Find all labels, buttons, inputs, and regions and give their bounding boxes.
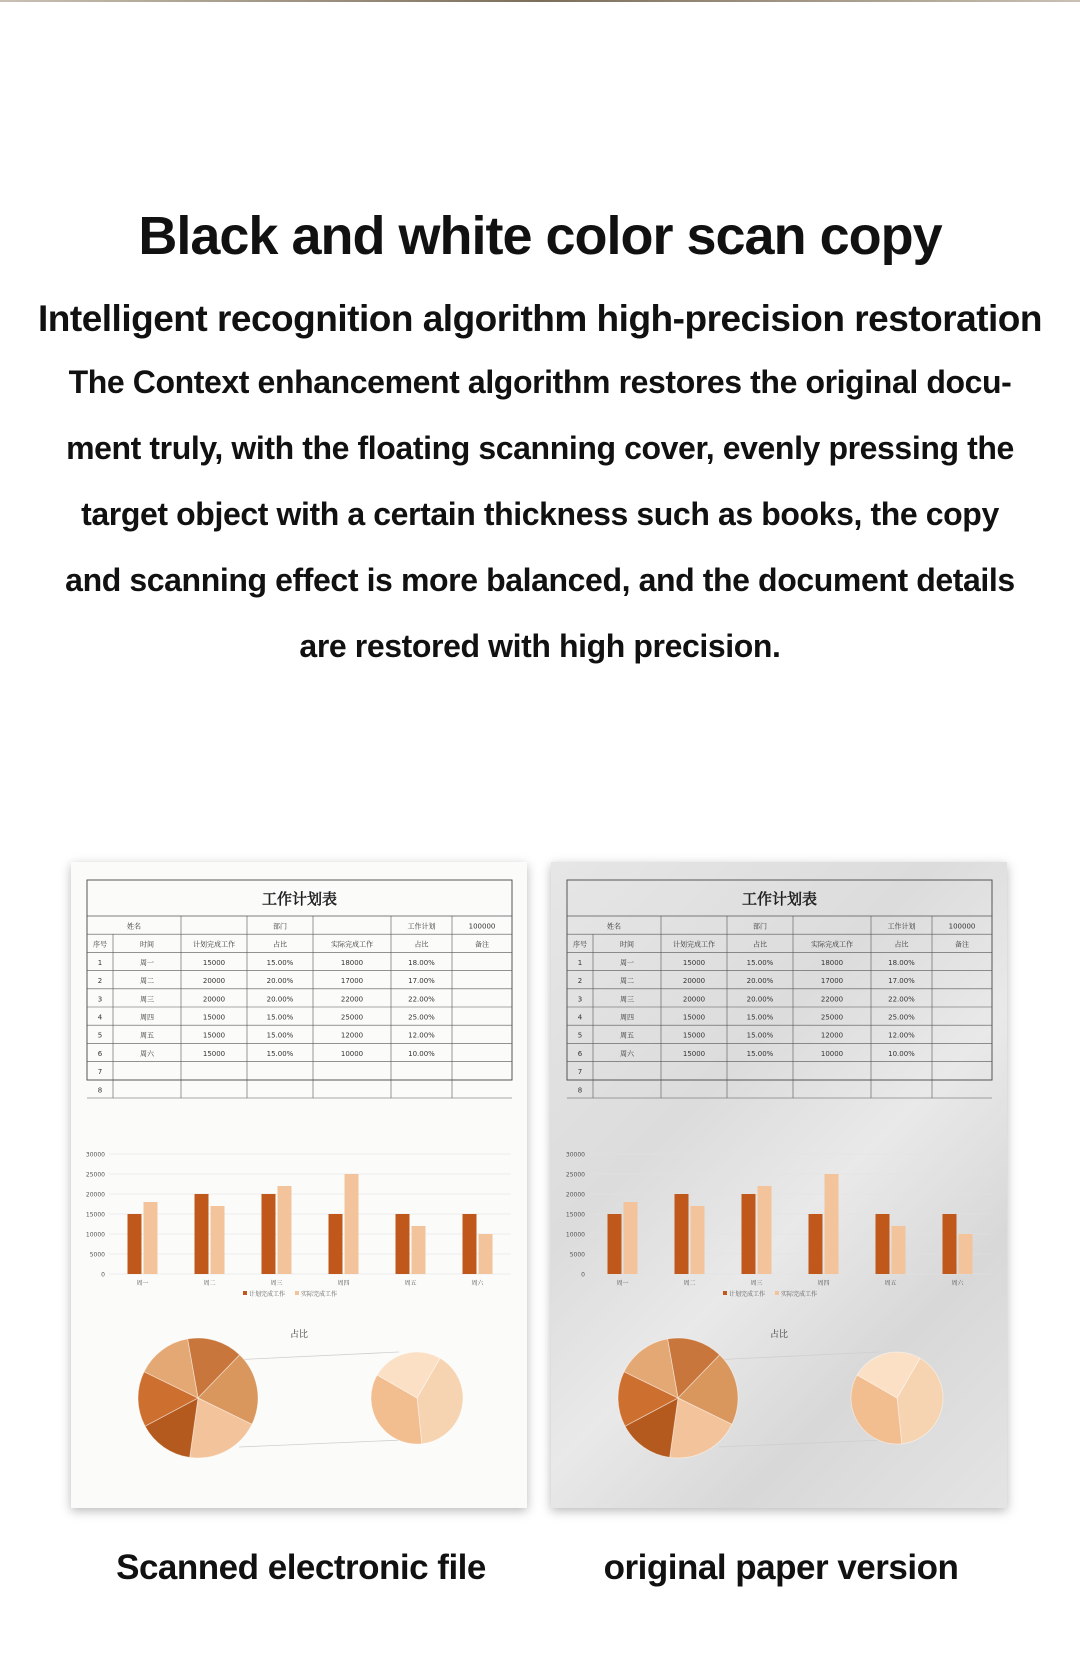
table-header-cell: 计划完成工作 [673,940,715,949]
table-cell: 15000 [682,1013,706,1022]
table-cell: 22.00% [408,995,435,1004]
chart-y-tick: 0 [581,1271,585,1279]
table-header-cell: 实际完成工作 [331,940,373,949]
table-cell: 2 [97,977,103,986]
table-cell: 1 [97,958,103,967]
table-header-cell: 时间 [140,940,154,949]
table-header-cell: 序号 [93,940,107,949]
chart-y-tick: 0 [101,1271,105,1279]
table-cell: 10000 [340,1049,364,1058]
table-header-cell: 占比 [894,940,909,949]
table-cell: 15.00% [266,1049,294,1058]
table-cell: 10000 [820,1049,844,1058]
table-header-cell: 备注 [475,940,489,949]
table-cell: 22000 [340,995,364,1004]
table-cell: 7 [577,1068,583,1077]
table-cell: 2 [577,977,583,986]
legend-label: 计划完成工作 [729,1291,766,1298]
table-cell: 周五 [620,1031,634,1040]
table-cell: 15000 [682,1031,706,1040]
chart-x-tick: 周一 [616,1280,629,1287]
table-cell: 20.00% [266,995,294,1004]
chart-bar [742,1194,756,1274]
table-cell: 20000 [682,977,706,986]
chart-y-tick: 5000 [89,1251,105,1259]
legend-label: 实际完成工作 [781,1291,818,1298]
pie-connector [711,1352,879,1360]
table-cell: 周四 [620,1013,634,1022]
table-cell: 15.00% [266,1013,294,1022]
chart-x-tick: 周五 [404,1280,417,1287]
table-header-cell: 时间 [620,940,634,949]
pie-connector [239,1440,403,1447]
table-header-cell: 计划完成工作 [193,940,235,949]
chart-y-tick: 20000 [85,1191,105,1199]
table-meta-cell: 100000 [468,922,496,931]
table-cell: 18.00% [408,958,435,967]
chart-y-tick: 15000 [85,1211,105,1219]
table-cell: 25000 [820,1013,844,1022]
chart-x-tick: 周五 [884,1280,897,1287]
table-title: 工作计划表 [741,890,818,908]
table-cell: 18.00% [888,958,915,967]
table-title: 工作计划表 [261,890,338,908]
page-subtitle: Intelligent recognition algorithm high-precision restoration [38,298,1042,339]
page-title: Black and white color scan copy [138,206,942,266]
chart-x-tick: 周二 [203,1280,216,1287]
pie-title: 占比 [289,1330,309,1340]
table-cell: 20.00% [266,977,294,986]
table-cell: 25000 [340,1013,364,1022]
chart-bar [624,1202,638,1274]
chart-bar [195,1194,209,1274]
table-cell: 20.00% [746,995,774,1004]
table-cell: 22000 [820,995,844,1004]
table-meta-cell: 姓名 [607,922,621,931]
table-meta-cell: 部门 [753,922,767,931]
chart-bar [892,1226,906,1274]
chart-bar [959,1234,973,1274]
table-cell: 15.00% [746,958,774,967]
table-cell: 3 [97,995,103,1004]
table-cell: 18000 [820,958,844,967]
chart-x-tick: 周六 [951,1280,964,1287]
chart-bar [943,1214,957,1274]
chart-y-tick: 25000 [565,1171,585,1179]
table-cell: 周六 [620,1049,634,1058]
caption-paper: original paper version [603,1548,959,1587]
table-cell: 周二 [140,977,154,986]
table-header-cell: 序号 [573,940,587,949]
table-header-cell: 占比 [753,940,767,949]
chart-x-tick: 周四 [817,1280,830,1287]
paper-document-render [551,862,1007,1508]
table-cell: 周三 [620,995,634,1004]
table-cell: 8 [577,1086,583,1095]
table-meta-cell: 工作计划 [407,922,436,931]
paper-document-card [551,862,1007,1508]
chart-bar [345,1174,359,1274]
table-cell: 8 [97,1086,103,1095]
table-meta-cell: 姓名 [127,922,141,931]
table-cell: 5 [577,1031,583,1040]
table-cell: 周三 [140,995,154,1004]
chart-bar [329,1214,343,1274]
chart-y-tick: 30000 [565,1151,585,1159]
chart-y-tick: 10000 [565,1231,585,1239]
table-cell: 15000 [202,1013,226,1022]
legend-swatch [775,1291,779,1295]
table-cell: 15000 [202,958,226,967]
table-cell: 18000 [340,958,364,967]
chart-y-tick: 30000 [85,1151,105,1159]
table-cell: 周一 [620,958,634,967]
legend-label: 计划完成工作 [249,1291,286,1298]
description-line-2: ment truly, with the floating scanning cover, evenly pressing the [66,430,1014,466]
table-header-cell: 实际完成工作 [811,940,853,949]
table-cell: 22.00% [888,995,915,1004]
legend-swatch [723,1291,727,1295]
chart-bar [479,1234,493,1274]
table-cell: 4 [577,1013,583,1022]
chart-bar [278,1186,292,1274]
table-cell: 周四 [140,1013,154,1022]
table-cell: 15.00% [746,1013,774,1022]
table-cell: 5 [97,1031,103,1040]
table-cell: 20.00% [746,977,774,986]
table-cell: 周六 [140,1049,154,1058]
chart-bar [144,1202,158,1274]
table-header-cell: 占比 [273,940,287,949]
table-header-cell: 占比 [414,940,429,949]
table-cell: 25.00% [408,1013,435,1022]
chart-x-tick: 周四 [337,1280,350,1287]
legend-label: 实际完成工作 [301,1291,338,1298]
table-cell: 10.00% [408,1049,435,1058]
table-cell: 15.00% [266,958,294,967]
chart-y-tick: 20000 [565,1191,585,1199]
table-cell: 7 [97,1068,103,1077]
table-cell: 12000 [820,1031,844,1040]
table-cell: 12000 [340,1031,364,1040]
pie-title: 占比 [769,1330,789,1340]
table-cell: 12.00% [888,1031,915,1040]
chart-bar [675,1194,689,1274]
chart-x-tick: 周二 [683,1280,696,1287]
chart-x-tick: 周六 [471,1280,484,1287]
caption-scanned: Scanned electronic file [116,1548,486,1587]
table-cell: 15000 [202,1049,226,1058]
chart-bar [809,1214,823,1274]
chart-bar [608,1214,622,1274]
table-cell: 17.00% [888,977,915,986]
scanned-document-render [71,862,527,1508]
table-cell: 17000 [340,977,364,986]
chart-bar [758,1186,772,1274]
chart-bar [128,1214,142,1274]
table-cell: 1 [577,958,583,967]
table-cell: 12.00% [408,1031,435,1040]
chart-bar [876,1214,890,1274]
table-cell: 周一 [140,958,154,967]
pie-connector [231,1352,399,1360]
table-cell: 15.00% [746,1031,774,1040]
legend-swatch [295,1291,299,1295]
table-cell: 15.00% [266,1031,294,1040]
table-cell: 25.00% [888,1013,915,1022]
table-cell: 17000 [820,977,844,986]
table-cell: 4 [97,1013,103,1022]
table-meta-cell: 100000 [948,922,976,931]
chart-y-tick: 5000 [569,1251,585,1259]
chart-bar [825,1174,839,1274]
table-header-cell: 备注 [955,940,969,949]
table-cell: 周五 [140,1031,154,1040]
description-line-3: target object with a certain thickness such as books, the copy [81,496,999,532]
chart-bar [262,1194,276,1274]
chart-bar [691,1206,705,1274]
chart-y-tick: 10000 [85,1231,105,1239]
chart-x-tick: 周一 [136,1280,149,1287]
chart-y-tick: 15000 [565,1211,585,1219]
table-cell: 15000 [202,1031,226,1040]
table-cell: 10.00% [888,1049,915,1058]
table-cell: 17.00% [408,977,435,986]
table-cell: 20000 [202,995,226,1004]
chart-bar [463,1214,477,1274]
chart-bar [211,1206,225,1274]
table-cell: 周二 [620,977,634,986]
description-line-5: are restored with high precision. [299,628,781,664]
chart-x-tick: 周三 [750,1280,763,1287]
table-cell: 15000 [682,1049,706,1058]
pie-connector [719,1440,883,1447]
table-meta-cell: 工作计划 [887,922,916,931]
table-cell: 6 [577,1049,583,1058]
chart-x-tick: 周三 [270,1280,283,1287]
table-meta-cell: 部门 [273,922,287,931]
table-cell: 15.00% [746,1049,774,1058]
table-cell: 15000 [682,958,706,967]
table-cell: 20000 [202,977,226,986]
legend-swatch [243,1291,247,1295]
scanned-document-card [71,862,527,1508]
top-divider [0,0,1080,2]
chart-y-tick: 25000 [85,1171,105,1179]
chart-bar [396,1214,410,1274]
table-cell: 3 [577,995,583,1004]
description-line-4: and scanning effect is more balanced, and the document details [65,562,1015,598]
description-line-1: The Context enhancement algorithm restores the original docu- [68,364,1012,400]
table-cell: 20000 [682,995,706,1004]
chart-bar [412,1226,426,1274]
table-cell: 6 [97,1049,103,1058]
